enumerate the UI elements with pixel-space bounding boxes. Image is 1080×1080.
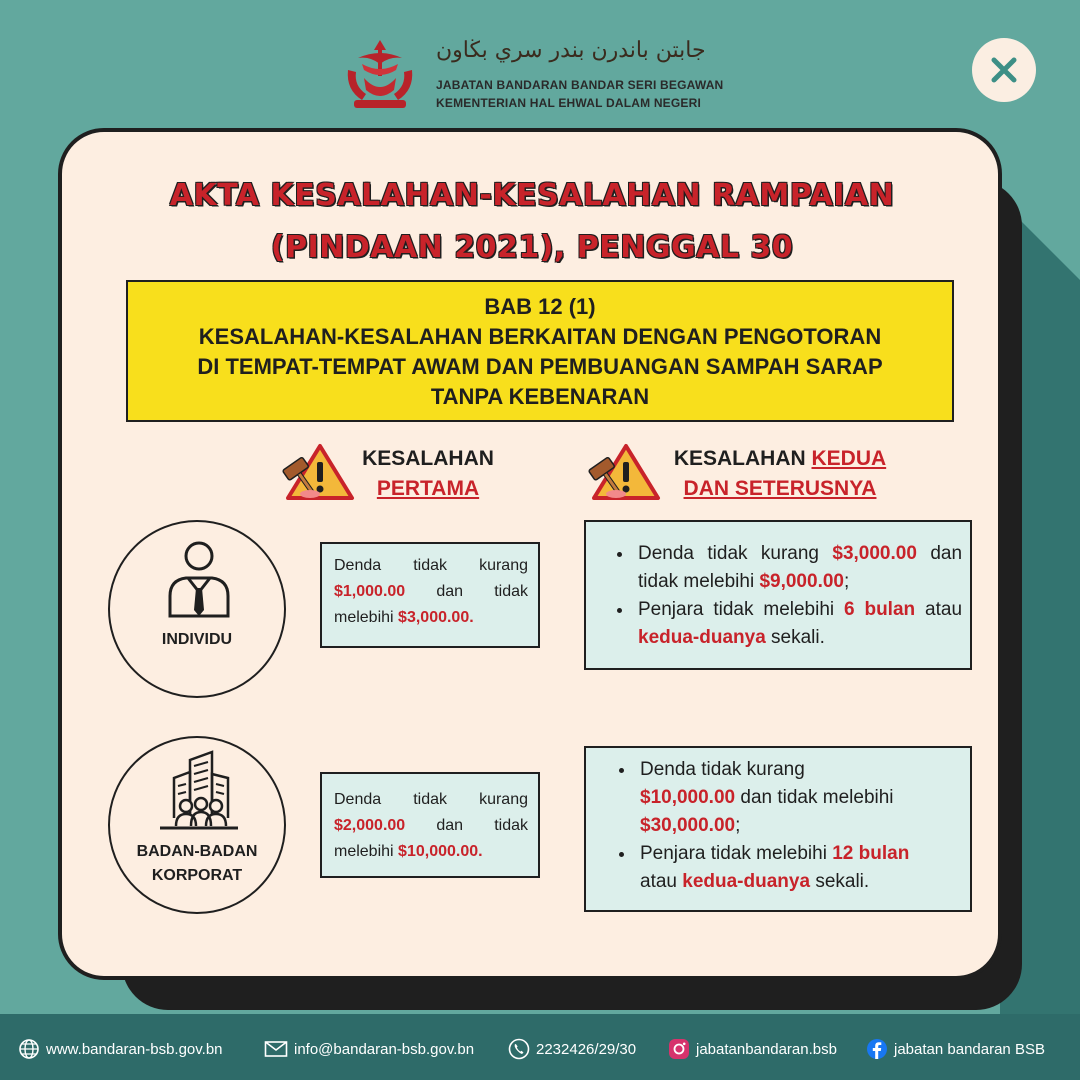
fine-text: Denda tidak kurang [334,791,528,808]
footer-instagram[interactable] [668,1038,837,1060]
section-code: BAB 12 (1) [484,294,596,319]
prison-text: sekali. [771,627,825,648]
column-header-highlight: DAN SETERUSNYA [683,477,877,500]
prison-text: Penjara tidak melebihi [638,599,835,620]
footer-contact-bar [0,1014,1080,1080]
facebook-text: jabatan bandaran BSB [894,1040,1045,1058]
envelope-icon [264,1039,288,1059]
penalty-fine [636,756,962,840]
brunei-crest-icon [340,34,420,114]
column-header-second-offence [582,442,902,512]
column-header-text [664,444,896,504]
penalty-prison [636,840,962,896]
fine-amount: $30,000.00 [640,815,736,836]
fine-amount: $1,000.00 [334,583,406,600]
fine-amount: $2,000.00 [334,817,406,834]
fine-box-individu-second [584,520,972,670]
phone-text: 2232426/29/30 [536,1040,637,1058]
fine-text: dan tidak melebihi [740,787,894,808]
facebook-icon [866,1038,888,1060]
website-text: www.bandaran-bsb.gov.bn [46,1040,223,1058]
header [340,34,760,114]
column-header-text [358,444,498,504]
page-title [60,170,1004,274]
fine-box-individu-first [320,542,540,648]
section-title-line-3: TANPA KEBENARAN [430,384,650,409]
column-header-word: KESALAHAN [673,447,806,470]
close-button[interactable] [972,38,1036,102]
department-name: JABATAN BANDARAN BANDAR SERI BEGAWAN [436,78,724,92]
section-title-line-2: DI TEMPAT-TEMPAT AWAM DAN PEMBUANGAN SAMPAH SARAP [197,354,883,379]
penalty-fine [634,540,962,596]
close-icon [989,55,1019,85]
instagram-text: jabatanbandaran.bsb [696,1040,837,1058]
entity-korporat [108,736,286,914]
gavel-warning-icon [276,442,356,502]
phone-icon [508,1038,530,1060]
prison-text: sekali. [815,871,870,892]
prison-text: Penjara tidak melebihi [640,843,827,864]
fine-amount: $3,000.00. [398,609,474,626]
fine-text: ; [735,815,741,836]
entity-label-line-2: KORPORAT [151,867,243,884]
footer-phone[interactable] [508,1038,636,1060]
penalty-prison [634,596,962,652]
fine-amount: $10,000.00. [398,843,483,860]
fine-text: dan tidak melebihi [334,817,528,860]
entity-individu [108,520,286,698]
prison-text: atau [640,871,677,892]
fine-box-korporat-second [584,746,972,912]
fine-amount: $10,000.00 [640,787,736,808]
title-line-1: AKTA KESALAHAN-KESALAHAN RAMPAIAN [169,178,895,213]
column-header-highlight: PERTAMA [376,477,480,500]
fine-text: Denda tidak kurang [638,543,819,564]
globe-icon [18,1038,40,1060]
prison-text: atau [925,599,963,620]
penalty-list [608,540,962,652]
column-header-word: KESALAHAN [362,447,494,470]
column-header-first-offence [276,442,516,512]
fine-text: ; [843,571,850,592]
section-title-line-1: KESALAHAN-KESALAHAN BERKAITAN DENGAN PENGOTORAN [198,324,882,349]
penalty-list [610,756,962,896]
footer-email[interactable] [264,1038,474,1060]
fine-amount: $3,000.00 [832,543,917,564]
footer-website[interactable] [18,1038,223,1060]
ministry-name: KEMENTERIAN HAL EHWAL DALAM NEGERI [436,96,702,110]
gavel-warning-icon [582,442,662,502]
fine-text: Denda tidak kurang [334,557,528,574]
prison-duration: 12 bulan [832,843,910,864]
email-text: info@bandaran-bsb.gov.bn [294,1040,475,1058]
fine-box-korporat-first [320,772,540,878]
column-header-highlight: KEDUA [811,447,887,470]
prison-duration: 6 bulan [844,599,916,620]
fine-text: Denda tidak kurang [640,759,805,780]
footer-facebook[interactable] [866,1038,1045,1060]
prison-both: kedua-duanya [638,627,766,648]
prison-both: kedua-duanya [682,871,811,892]
entity-label-line-1: BADAN-BADAN [136,843,258,860]
entity-label [110,840,284,888]
title-line-2: (PINDAAN 2021), PENGGAL 30 [270,230,794,265]
fine-amount: $9,000.00 [759,571,844,592]
instagram-icon [668,1038,690,1060]
jawi-department-name: جابتن باندرن بندر سري بڬاون [436,38,706,63]
person-icon [164,536,234,626]
fine-text: dan tidak melebihi [334,583,528,626]
building-people-icon [154,748,244,834]
entity-label: INDIVIDU [161,631,233,648]
section-banner [126,280,954,422]
fine-text: dan tidak melebihi [638,543,963,592]
